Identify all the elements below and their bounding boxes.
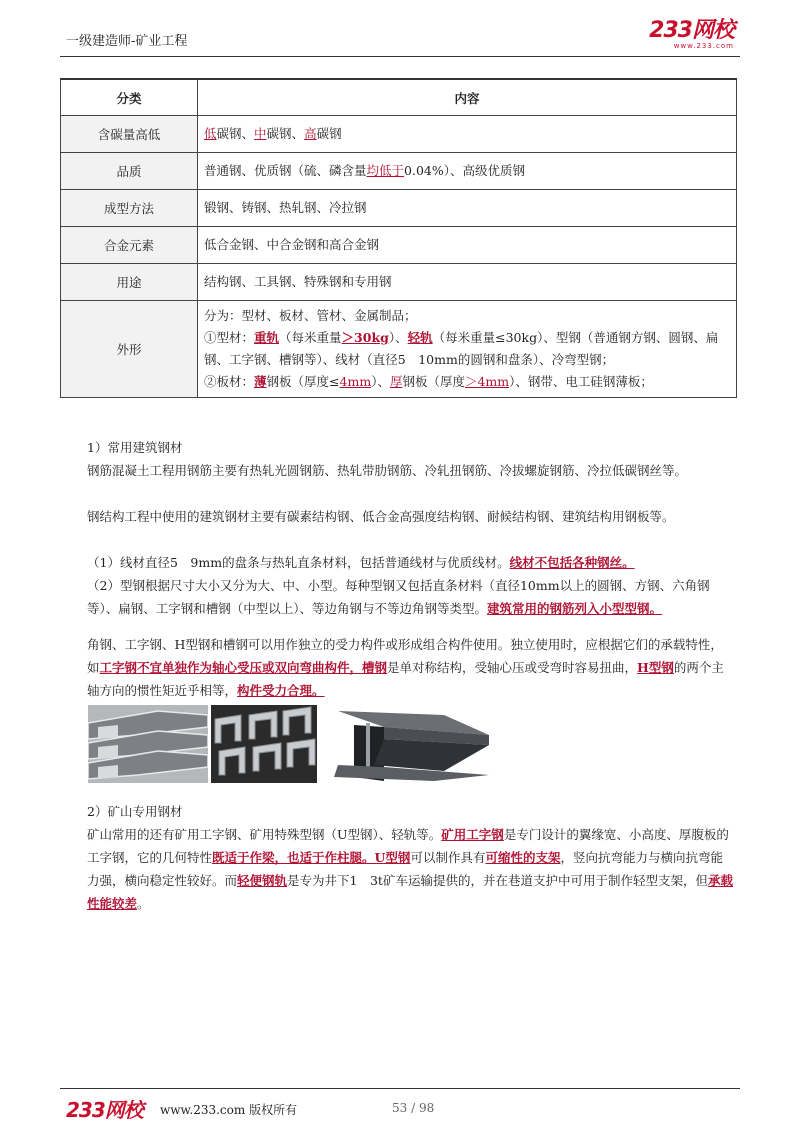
header-divider: [60, 56, 740, 57]
footer-copyright: www.233.com 版权所有: [160, 1103, 298, 1117]
paragraph-structural-steel: 钢结构工程中使用的建筑钢材主要有碳素结构钢、低合金高强度结构钢、耐候结构钢、建筑结构用钢板等。: [87, 509, 675, 524]
footer-logo: 233网校: [66, 1098, 143, 1122]
row-category: 用途: [61, 264, 198, 301]
table-row: [61, 116, 737, 153]
steel-classification-table: [60, 78, 737, 398]
row-content: 锻钢、铸钢、热轧钢、冷拉钢: [198, 190, 737, 227]
paragraph-beams: 角钢、工字钢、H型钢和槽钢可以用作独立的受力构件或形成组合构件使用。独立使用时，应根据它们的承载特性，如工字钢不宜单独作为轴心受压或双向弯曲构件，槽钢是单对称结构，受轴心压或受弯时容易扭曲，H型钢的两个主轴方向的惯性矩近乎相等，构件受力合理。: [87, 637, 724, 698]
photo-i-beams: [88, 705, 208, 783]
paragraph-wire-rod: （1）线材直径5 9mm的盘条与热轧直条材料，包括普通线材与优质线材。线材不包括各种钢丝。: [87, 555, 635, 570]
row-content: 低合金钢、中合金钢和高合金钢: [198, 227, 737, 264]
row-content: 低碳钢、中碳钢、高碳钢: [198, 116, 737, 153]
table-row: [61, 190, 737, 227]
page-number: 53 / 98: [392, 1101, 435, 1115]
brand-logo: [649, 20, 734, 50]
row-content: 普通钢、优质钢（硫、磷含量均低于0.04%）、高级优质钢: [198, 153, 737, 190]
logo-text: 233网校: [649, 18, 734, 43]
photo-h-beam: [324, 705, 494, 783]
table-row: [61, 153, 737, 190]
table-row: [61, 301, 737, 398]
paragraph-section-steel: （2）型钢根据尺寸大小又分为大、中、小型。每种型钢又包括直条材料（直径10mm以上的圆钢、方钢、六角钢等）、扁钢、工字钢和槽钢（中型以上）、等边角钢与不等边角钢等类型。建筑常用的钢筋列入小型型钢。: [87, 578, 710, 616]
table-row: [61, 227, 737, 264]
section-heading-mining-steel: 2）矿山专用钢材: [87, 804, 183, 819]
paragraph-rebar: 钢筋混凝土工程用钢筋主要有热轧光圆钢筋、热轧带肋钢筋、冷轧扭钢筋、冷拔螺旋钢筋、冷拉低碳钢丝等。: [87, 463, 688, 478]
column-header-content: 内容: [198, 79, 737, 116]
row-content: 分为：型材、板材、管材、金属制品； ①型材：重轨（每米重量＞30kg）、轻轨（每米重量≤30kg）、型钢（普通钢方钢、圆钢、扁钢、工字钢、槽钢等）、线材（直径5 10mm的圆钢和盘条）、冷弯型钢； ②板材：薄钢板（厚度≤4mm）、厚钢板（厚度＞4mm）、钢带、电工硅钢薄板；: [198, 301, 737, 398]
row-category: 合金元素: [61, 227, 198, 264]
row-content: 结构钢、工具钢、特殊钢和专用钢: [198, 264, 737, 301]
row-category: 外形: [61, 301, 198, 398]
row-category: 品质: [61, 153, 198, 190]
header-title: 一级建造师-矿业工程: [66, 34, 188, 49]
logo-subtext: www.233.com: [673, 42, 734, 50]
photo-channel-steel: [211, 705, 317, 783]
row-category: 含碳量高低: [61, 116, 198, 153]
footer-divider: [60, 1088, 740, 1089]
column-header-category: 分类: [61, 79, 198, 116]
row-category: 成型方法: [61, 190, 198, 227]
paragraph-mining-steel: 矿山常用的还有矿用工字钢、矿用特殊型钢（U型钢）、轻轨等。矿用工字钢是专门设计的翼缘宽、小高度、厚腹板的工字钢，它的几何特性既适于作梁，也适于作柱腿。U型钢可以制作具有可缩性的支架，竖向抗弯能力与横向抗弯能力强，横向稳定性较好。而轻便钢轨是专为井下1 3t矿车运输提供的，并在巷道支护中可用于制作轻型支架，但承载性能较差。: [87, 827, 733, 911]
table-row: [61, 264, 737, 301]
section-heading-construction-steel: 1）常用建筑钢材: [87, 440, 183, 455]
